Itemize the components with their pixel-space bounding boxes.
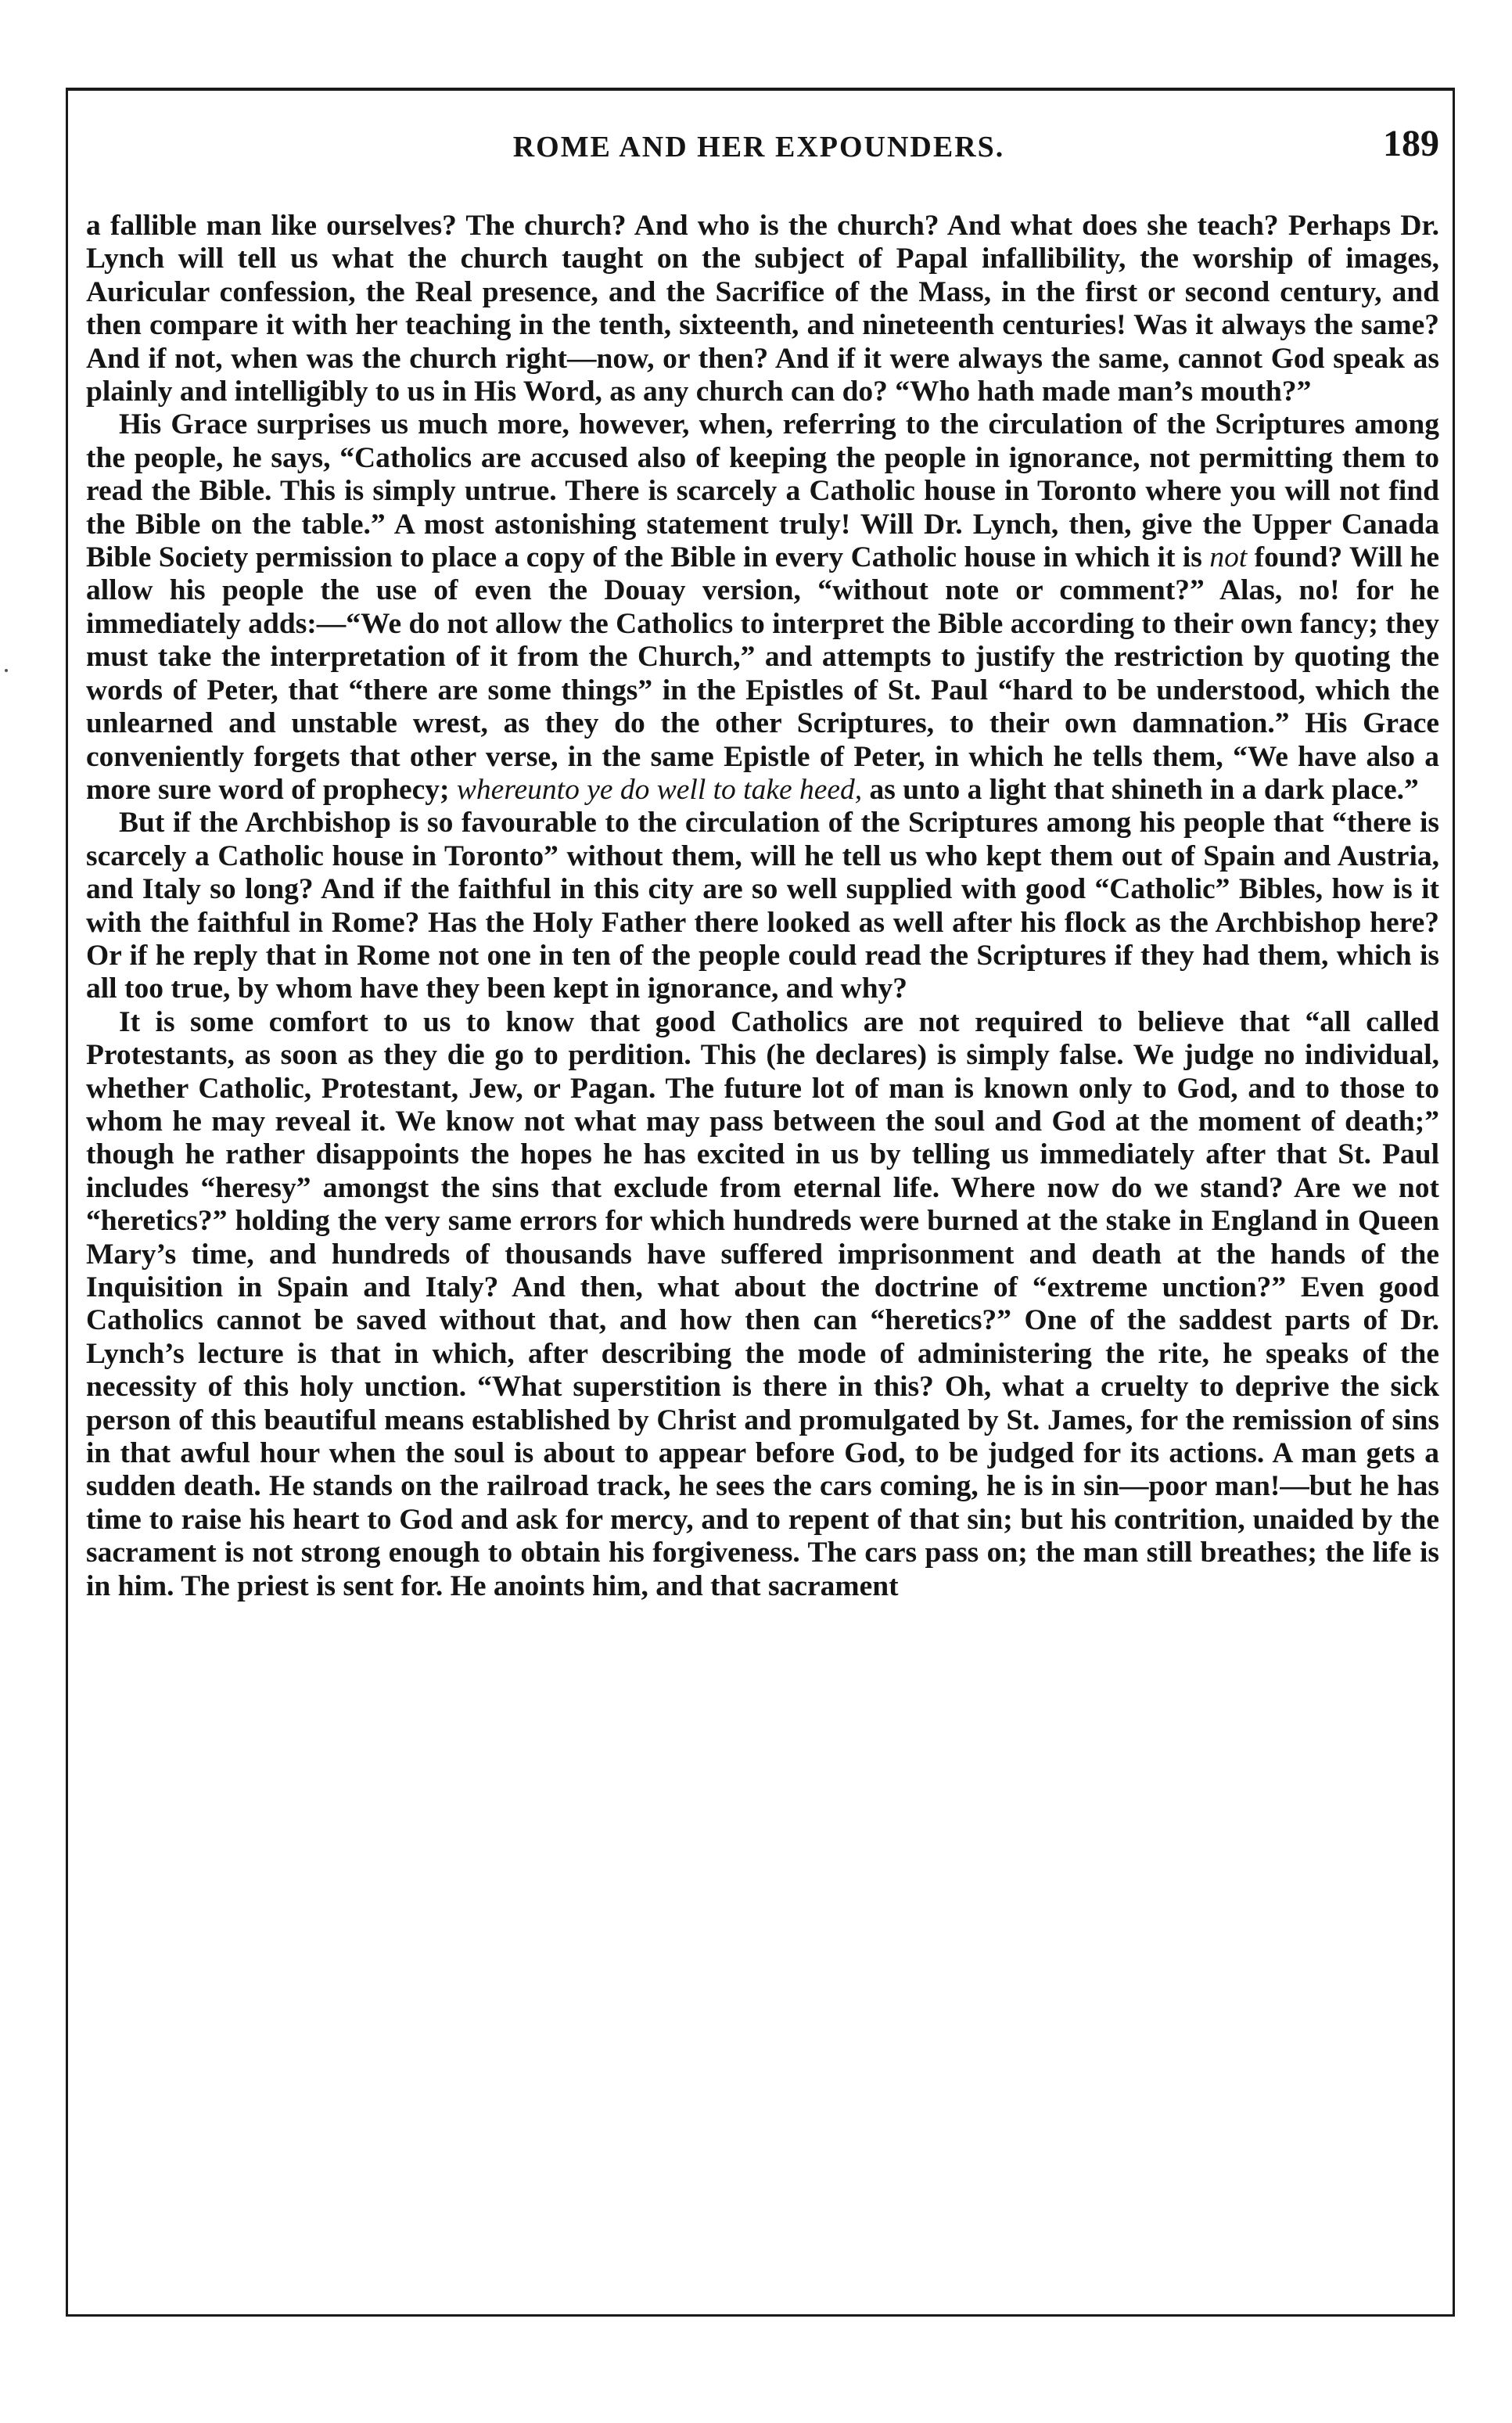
paragraph bbox=[86, 1006, 1439, 1603]
bottom-border-rule bbox=[66, 2314, 1455, 2317]
text-run: found? Will he allow his people the use of even the Douay version, “without note or comment?” Alas, no! for he immediately adds:—“We do not allow the Catholics to interpret the Bible according to their own fancy; they must take the interpretation of it from the Church,” and attempts to justify the restriction by quoting the words of Peter, that “there are some things” in the Epistles of St. Paul “hard to be understood, which the unlearned and unstable wrest, as they do the other Scriptures, to their own damnation.” His Grace conveniently forgets that other verse, in the same Epistle of Peter, in which he tells them, “We have also a more sure word of prophecy; bbox=[86, 541, 1439, 806]
text-run: a fallible man like ourselves? The church? And who is the church? And what does she teach? Perhaps Dr. Lynch will tell us what the church taught on the subject of Papal infallibility, the worship of images, Auricular confession, the Real presence, and the Sacrifice of the Mass, in the first or second century, and then compare it with her teaching in the tenth, sixteenth, and nineteenth centuries! Was it always the same? And if not, when was the church right—now, or then? And if it were always the same, cannot God speak as plainly and intelligibly to us in His Word, as any church can do? “Who hath made man’s mouth?” bbox=[86, 210, 1439, 408]
right-border-rule bbox=[1453, 88, 1455, 2317]
body-text bbox=[86, 210, 1439, 1603]
page-header bbox=[78, 117, 1439, 180]
margin-speck bbox=[5, 669, 8, 672]
paragraph bbox=[86, 807, 1439, 1005]
paragraph bbox=[86, 408, 1439, 807]
italic-text: not bbox=[1209, 541, 1248, 574]
text-run: But if the Archbishop is so favourable to the circulation of the Scriptures among his people that “there is scarcely a Catholic house in Toronto” without them, will he tell us who kept them out of Spain and Austria, and Italy so long? And if the faithful in this city are so well supplied with good “Catholic” Bibles, how is it with the faithful in Rome? Has the Holy Father there looked as well after his flock as the Archbishop here? Or if he reply that in Rome not one in ten of the people could read the Scriptures if they had them, which is all too true, by whom have they been kept in ignorance, and why? bbox=[86, 807, 1439, 1005]
paragraph bbox=[86, 210, 1439, 408]
text-run: His Grace surprises us much more, however, when, referring to the circulation of the Scriptures among the people, he says, “Catholics are accused also of keeping the people in ignorance, not permitting them to read the Bible. This is simply untrue. There is scarcely a Catholic house in Toronto where you will not find the Bible on the table.” A most astonishing statement truly! Will Dr. Lynch, then, give the Upper Canada Bible Society permission to place a copy of the Bible in every Catholic house in which it is bbox=[86, 408, 1439, 574]
text-run: It is some comfort to us to know that good Catholics are not required to believe that “all called Protestants, as soon as they die go to perdition. This (he declares) is simply false. We judge no individual, whether Catholic, Protestant, Jew, or Pagan. The future lot of man is known only to God, and to those to whom he may reveal it. We know not what may pass between the soul and God at the moment of death;” though he rather disappoints the hopes he has excited in us by telling us immediately after that St. Paul includes “heresy” amongst the sins that exclude from eternal life. Where now do we stand? Are we not “heretics?” holding the very same errors for which hundreds were burned at the stake in England in Queen Mary’s time, and hundreds of thousands have suffered imprisonment and death at the hands of the Inquisition in Spain and Italy? And then, what about the doctrine of “extreme unction?” Even good Catholics cannot be saved without that, and how then can “heretics?” One of the saddest parts of Dr. Lynch’s lecture is that in which, after describing the mode of administering the rite, he speaks of the necessity of this holy unction. “What superstition is there in this? Oh, what a cruelty to deprive the sick person of this beautiful means established by Christ and promulgated by St. James, for the remission of sins in that awful hour when the soul is about to appear before God, to be judged for its actions. A man gets a sudden death. He stands on the railroad track, he sees the cars coming, he is in sin—poor man!—but he has time to raise his heart to God and ask for mercy, and to repent of that sin; but his contrition, unaided by the sacrament is not strong enough to obtain his forgiveness. The cars pass on; the man still breathes; the life is in him. The priest is sent for. He anoints him, and that sacrament bbox=[86, 1005, 1439, 1602]
page-number: 189 bbox=[1383, 123, 1439, 164]
left-border-rule bbox=[66, 88, 68, 2317]
text-run: as unto a light that shineth in a dark place.” bbox=[862, 773, 1419, 806]
running-title: ROME AND HER EXPOUNDERS. bbox=[512, 131, 1005, 164]
italic-text: whereunto ye do well to take heed, bbox=[456, 773, 863, 806]
top-border-rule bbox=[66, 88, 1455, 91]
